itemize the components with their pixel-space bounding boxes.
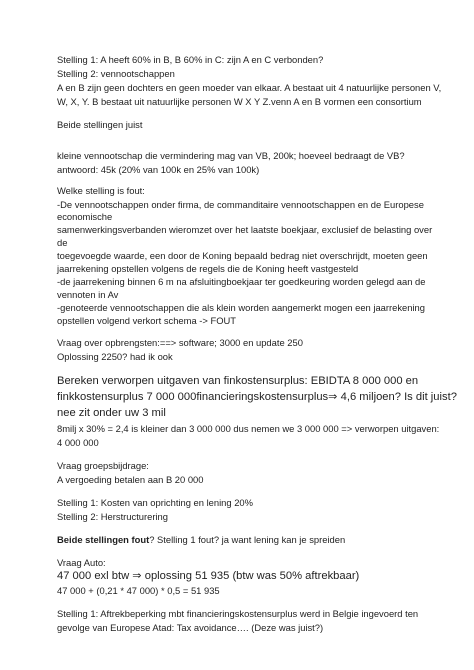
text-line: samenwerkingsverbanden wieromzet over het laatste boekjaar, exclusief de belasting over: [57, 224, 433, 235]
text-line: kleine vennootschap die vermindering mag van VB, 200k; hoeveel bedraagt de VB?: [57, 150, 405, 161]
text-line: nee zit onder uw 3 mil: [57, 407, 166, 419]
text-line: 47 000 + (0,21 * 47 000) * 0,5 = 51 935: [57, 585, 220, 596]
text-line: finkkostensurplus 7 000 000financieringskostensurplus⇒ 4,6 miljoen? Is dit juist?: [57, 391, 457, 403]
text-line: A vergoeding betalen aan B 20 000: [57, 474, 204, 485]
text-line: 47 000 exl btw ⇒ oplossing 51 935 (btw was 50% aftrekbaar): [57, 570, 360, 582]
bold-statement: Beide stellingen fout: [57, 534, 150, 545]
text-line: vennoten in Av: [57, 289, 119, 300]
text-line: Vraag over opbrengsten:==> software; 3000 en update 250: [57, 337, 303, 348]
text-line: -De vennootschappen onder firma, de commanditaire vennootschappen en de Europese: [57, 199, 424, 210]
statement-remark: ? Stelling 1 fout? ja want lening kan je spreiden: [149, 534, 346, 545]
text-line: Vraag groepsbijdrage:: [57, 460, 149, 471]
text-line: A en B zijn geen dochters en geen moeder van elkaar. A bestaat uit 4 natuurlijke personen V,: [57, 82, 442, 93]
text-line: gevolge van Europese Atad: Tax avoidance…. (Deze was juist?): [57, 622, 324, 633]
text-line: -de jaarrekening binnen 6 m na afsluitingboekjaar ter goedkeuring worden gelegd aan de: [57, 276, 426, 287]
text-line: 8milj x 30% = 2,4 is kleiner dan 3 000 000 dus nemen we 3 000 000 => verworpen uitgaven:: [57, 423, 440, 434]
text-line: de: [57, 237, 68, 248]
text-line: Stelling 2: vennootschappen: [57, 68, 175, 79]
text-line: Vraag Auto:: [57, 557, 106, 568]
text-line: jaarrekening opstellen volgens de regels die de Koning heeft vastgesteld: [57, 263, 359, 274]
text-line: opstellen volgend verkort schema -> FOUT: [57, 315, 236, 326]
text-line: Stelling 1: Kosten van oprichting en lening 20%: [57, 497, 253, 508]
text-line: Stelling 1: Aftrekbeperking mbt financieringskostensurplus werd in Belgie ingevoerd ten: [57, 608, 419, 619]
text-line: Bereken verworpen uitgaven van finkostensurplus: EBIDTA 8 000 000 en: [57, 375, 419, 387]
text-line: Stelling 2: Herstructurering: [57, 511, 168, 522]
text-line: [57, 534, 427, 546]
text-line: Oplossing 2250? had ik ook: [57, 351, 173, 362]
text-line: antwoord: 45k (20% van 100k en 25% van 100k): [57, 164, 260, 175]
text-line: Stelling 1: A heeft 60% in B, B 60% in C: zijn A en C verbonden?: [57, 54, 324, 65]
text-line: Welke stelling is fout:: [57, 185, 145, 196]
text-line: economische: [57, 211, 113, 222]
text-line: toegevoegde waarde, een door de Koning bepaald bedrag niet overschrijdt, moeten geen: [57, 250, 428, 261]
text-line: -genoteerde vennootschappen die als klein worden aangemerkt mogen een jaarrekening: [57, 302, 425, 313]
text-line: W, X, Y. B bestaat uit natuurlijke personen W X Y Z.venn A en B vormen een consortium: [57, 96, 422, 107]
text-line: Beide stellingen juist: [57, 119, 143, 130]
text-line: 4 000 000: [57, 437, 99, 448]
